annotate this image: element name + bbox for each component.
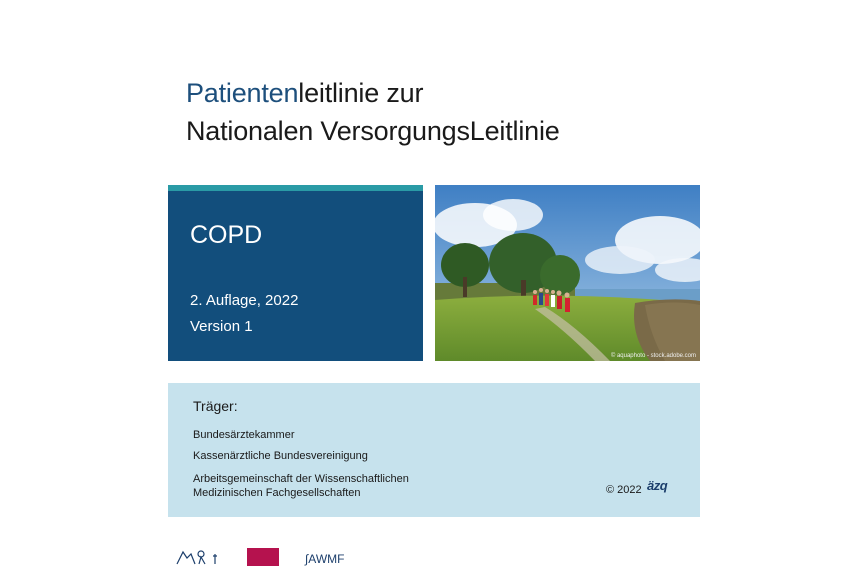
sponsor-item: Arbeitsgemeinschaft der Wissenschaftlichen xyxy=(193,473,409,485)
awmf-symbol-icon: ∫ xyxy=(305,552,309,566)
title-line-2: Nationalen VersorgungsLeitlinie xyxy=(186,116,560,146)
sponsor-item: Bundesärztekammer xyxy=(193,429,295,441)
edition-text: 2. Auflage, 2022 xyxy=(190,292,299,309)
photo-credit: © aquaphoto - stock.adobe.com xyxy=(610,353,696,359)
sponsor-item: Kassenärztliche Bundesvereinigung xyxy=(193,450,368,462)
baek-logo-icon xyxy=(175,548,225,566)
title-accent: Patienten xyxy=(186,78,299,108)
title-line-1-rest: leitlinie zur xyxy=(298,78,424,108)
version-text: Version 1 xyxy=(190,318,253,335)
sponsor-item: Medizinischen Fachgesellschaften xyxy=(193,487,361,499)
sponsor-heading: Träger: xyxy=(193,398,238,414)
kbv-logo-icon xyxy=(247,548,279,566)
copyright-text: © 2022 xyxy=(606,484,642,496)
document-title xyxy=(186,74,560,150)
azq-logo: äzq xyxy=(647,478,668,493)
teal-accent-bar xyxy=(168,185,423,191)
awmf-logo-text: AWMF xyxy=(308,552,345,566)
topic-title: COPD xyxy=(190,221,263,249)
landscape-illustration xyxy=(435,185,700,361)
awmf-logo xyxy=(305,552,345,566)
cover-photo xyxy=(435,185,700,361)
title-line-1 xyxy=(186,74,560,112)
